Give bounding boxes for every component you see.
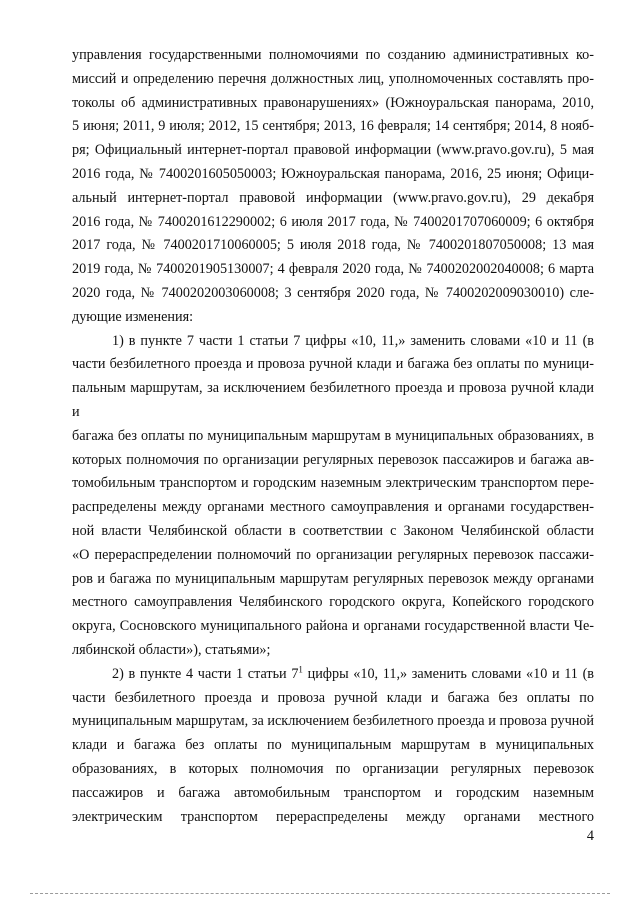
text-line: ря; Официальный интернет-портал правовой информации (www.pravo.gov.ru), 5 мая xyxy=(72,142,594,159)
page-edge-divider xyxy=(30,893,610,894)
document-body xyxy=(72,44,594,829)
text-line: альный интернет-портал правовой информации (www.pravo.gov.ru), 29 декабря xyxy=(72,189,594,206)
text-line: 2019 года, № 7400201905130007; 4 февраля 2020 года, № 7400202002040008; 6 марта xyxy=(72,261,594,278)
text-line: клади и багажа без оплаты по муниципальным маршрутам в муниципальных xyxy=(72,737,594,754)
text-line: 2017 года, № 7400201710060005; 5 июля 2018 года, № 7400201807050008; 13 мая xyxy=(72,237,594,254)
text-line: лябинской области»), статьями»; xyxy=(72,641,271,658)
text-line: 2016 года, № 7400201612290002; 6 июля 2017 года, № 7400201707060009; 6 октября xyxy=(72,213,594,230)
text-line: местного самоуправления Челябинского городского округа, Копейского городского xyxy=(72,594,594,611)
item-1-paragraph xyxy=(72,330,594,663)
text-line: токолы об административных правонарушениях» (Южноуральская панорама, 2010, xyxy=(72,94,594,111)
page-number: 4 xyxy=(586,828,594,844)
item-2-paragraph xyxy=(72,663,594,830)
text-line: образованиях, в которых полномочия по организации регулярных перевозок xyxy=(72,760,594,777)
text-line: 5 июня; 2011, 9 июля; 2012, 15 сентября; 2013, 16 февраля; 14 сентября; 2014, 8 нояб- xyxy=(72,118,594,135)
text-line: управления государственными полномочиями по созданию административных ко- xyxy=(72,47,594,63)
text-line: ров и багажа по муниципальным маршрутам регулярных перевозок между органами xyxy=(72,570,594,587)
superscript-index: 1 xyxy=(298,663,303,674)
text-line: пассажиров и багажа автомобильным транспортом и городским наземным xyxy=(72,784,594,801)
text-line: округа, Сосновского муниципального района и органами государственной власти Че- xyxy=(72,618,594,635)
text-line: части безбилетного проезда и провоза ручной клади и багажа без оплаты по муници- xyxy=(72,356,594,373)
text-line: дующие изменения: xyxy=(72,308,194,325)
text-line: ной власти Челябинской области в соответствии с Законом Челябинской области xyxy=(72,522,594,539)
text-line xyxy=(72,663,594,687)
text-line: которых полномочия по организации регулярных перевозок пассажиров и багажа ав- xyxy=(72,451,594,468)
text-line: 1) в пункте 7 части 1 статьи 7 цифры «10, 11,» заменить словами «10 и 11 (в xyxy=(112,332,594,349)
intro-paragraph xyxy=(72,44,594,330)
item-2-text-before-superscript: 2) в пункте 4 части 1 статьи 7 xyxy=(112,665,299,682)
item-2-text-after-superscript: цифры «10, 11,» заменить словами «10 и 11 (в xyxy=(302,665,594,682)
text-line: багажа без оплаты по муниципальным маршрутам в муниципальных образованиях, в xyxy=(72,427,594,444)
text-line: 2020 года, № 7400202003060008; 3 сентября 2020 года, № 7400202009030010) сле- xyxy=(72,284,594,301)
text-line: электрическим транспортом перераспределены между органами местного xyxy=(72,808,594,825)
text-line: томобильным транспортом и городским наземным электрическим транспортом пере- xyxy=(72,475,594,492)
text-line: пальным маршрутам, за исключением безбилетного проезда и провоза ручной клади и xyxy=(72,380,594,420)
text-line: «О перераспределении полномочий по организации регулярных перевозок пассажи- xyxy=(72,546,594,563)
text-line: 2016 года, № 7400201605050003; Южноуральская панорама, 2016, 25 июня; Офици- xyxy=(72,165,594,182)
text-line: распределены между органами местного самоуправления и органами государствен- xyxy=(72,499,594,516)
text-line: части безбилетного проезда и провоза ручной клади и багажа без оплаты по xyxy=(72,689,594,706)
text-line: миссий и определению перечня должностных лиц, уполномоченных составлять про- xyxy=(72,70,594,87)
text-line: муниципальным маршрутам, за исключением безбилетного проезда и провоза ручной xyxy=(72,713,594,730)
